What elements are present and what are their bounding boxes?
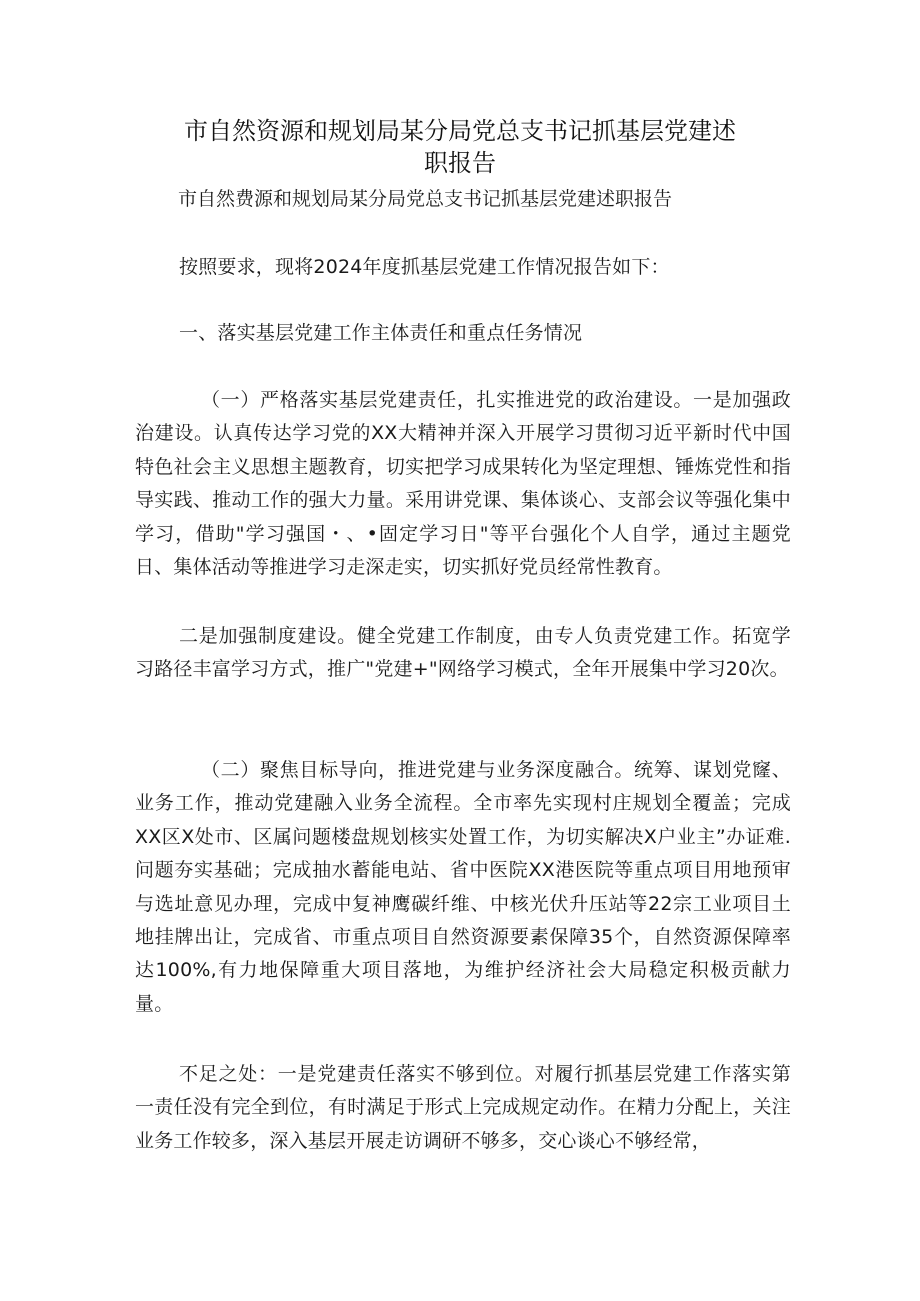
- section-heading-1: 一、落实基层党建工作主体责任和重点任务情况: [179, 322, 583, 344]
- document-subtitle: 市自然费源和规划局某分局党总支书记抓基层党建述职报告: [178, 188, 673, 210]
- paragraph-business-integration: （二）聚焦目标导向，推进党建与业务深度融合。统筹、谋划党窿、业务工作，推动党建融入业务全流程。全市率先实现村庄规划全覆盖；完成XX区X处市、区属问题楼盘规划核实处置工作，为切实解决X户业主”办证难.问题夯实基础；完成抽水蓄能电站、省中医院XX港医院等重点项目用地预审与选址意见办理，完成中复神鹰碳纤维、中核光伏升压站等22宗工业项目土地挂牌出让，完成省、市重点项目自然资源要素保障35个，自然资源保障率达100%,有力地保障重大项目落地，为维护经济社会大局稳定积极贡献力量。: [135, 759, 791, 1015]
- paragraph-shortcomings: 不足之处：一是党建责任落实不够到位。对履行抓基层党建工作落实第一责任没有完全到位，有时满足于形式上完成规定动作。在精力分配上，关注业务工作较多，深入基层开展走访调研不够多，交心谈心不够经常，: [135, 1063, 791, 1152]
- paragraph-political-building: （一）严格落实基层党建责任，扎实推进党的政治建设。一是加强政治建设。认真传达学习党的XX大精神并深入开展学习贯彻习近平新时代中国特色社会主义思想主题教育，切实把学习成果转化为坚定理想、锤炼党性和指导实践、推动工作的强大力量。采用讲党课、集体谈心、支部会议等强化集中学习，借助"学习强国・、•固定学习日"等平台强化个人自学，通过主题党日、集体活动等推进学习走深走实，切实抓好党员经常性教育。: [135, 389, 791, 579]
- intro-paragraph: 按照要求，现将2024年度抓基层党建工作情况报告如下：: [179, 256, 670, 278]
- document-title-line-1: 市自然资源和规划局某分局党总支书记抓基层党建述: [184, 117, 736, 145]
- paragraph-institution-building: 二是加强制度建设。健全党建工作制度，由专人负责党建工作。拓宽学习路径丰富学习方式，推广"党建+"网络学习模式，全年开展集中学习20次。: [135, 625, 791, 681]
- document-title-line-2: 职报告: [424, 149, 496, 177]
